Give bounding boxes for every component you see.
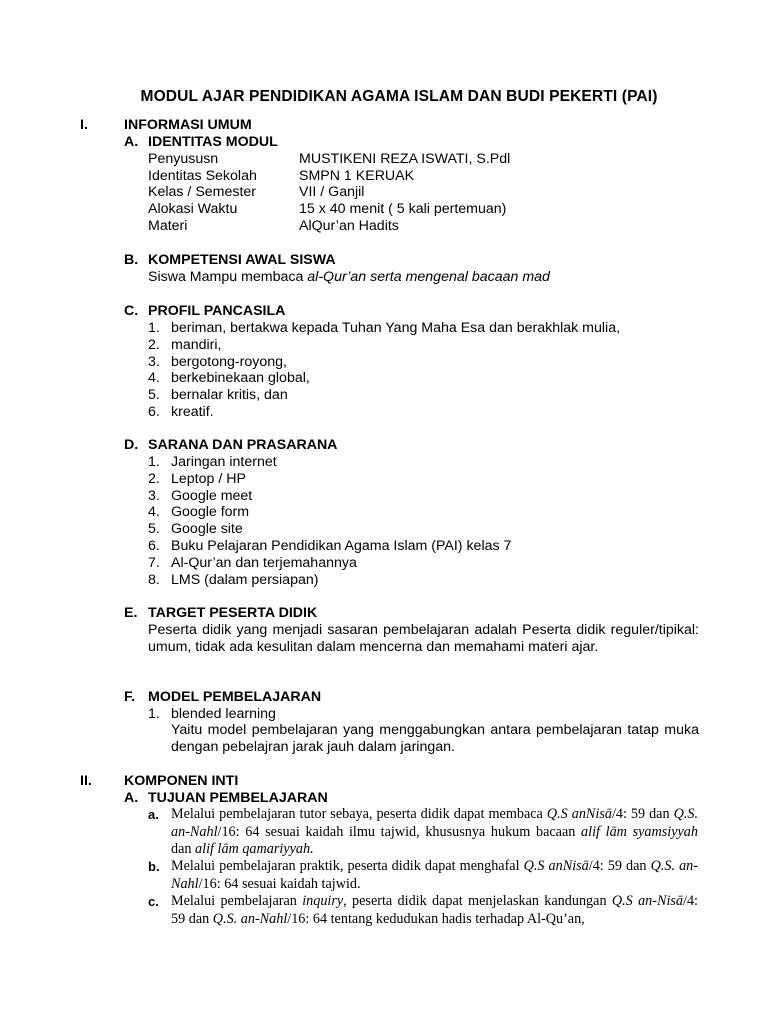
list-text: Google site <box>171 521 243 538</box>
identity-key: Kelas / Semester <box>148 184 257 200</box>
objective-text <box>171 806 698 859</box>
list-item <box>148 320 620 337</box>
list-number: 3. <box>148 353 160 370</box>
list-number: 1. <box>148 706 160 722</box>
surah-reference: Q.S. an-Nahl <box>171 806 699 840</box>
subsection-heading: TARGET PESERTA DIDIK <box>148 605 318 621</box>
section-heading: INFORMASI UMUM <box>124 117 252 133</box>
list-item <box>148 404 214 421</box>
objective-text-part: /4: 59 dan <box>171 893 698 927</box>
section-number: II. <box>80 773 92 789</box>
list-item <box>148 471 246 488</box>
list-text: Al-Qur’an dan terjemahannya <box>171 554 357 571</box>
identity-key: Materi <box>148 218 188 234</box>
list-text: blended learning <box>171 706 276 722</box>
objective-text-part: /16: 64 tentang kedudukan hadis terhadap Al-Qu’an, <box>287 910 585 927</box>
identity-value: MUSTIKENI REZA ISWATI, S.Pdl <box>299 151 511 167</box>
list-text: Leptop / HP <box>171 470 246 487</box>
kompetensi-text-italic: al-Qur’an serta mengenal bacaan mad <box>307 269 550 285</box>
objective-text-part: dan <box>171 841 196 858</box>
subsection-letter: F. <box>124 689 136 705</box>
subsection-profil <box>124 303 285 320</box>
method-term: inquiry <box>302 893 344 909</box>
objective-text <box>171 893 698 928</box>
subsection-heading: KOMPETENSI AWAL SISWA <box>148 252 336 268</box>
identity-key: Penyususn <box>148 151 219 167</box>
section-number: I. <box>80 117 88 133</box>
list-text: kreatif. <box>171 404 214 420</box>
subsection-letter: E. <box>124 605 138 621</box>
list-item <box>148 354 287 371</box>
list-text: bergotong-royong, <box>171 353 287 370</box>
list-number: 1. <box>148 320 160 336</box>
list-item <box>148 572 318 589</box>
kompetensi-text <box>148 269 699 286</box>
list-text: LMS (dalam persiapan) <box>171 571 319 588</box>
list-number: 3. <box>148 487 160 504</box>
list-text: Google meet <box>171 487 253 504</box>
surah-reference: Q.S anNisā <box>523 858 589 874</box>
target-text: Peserta didik yang menjadi sasaran pembelajaran adalah Peserta didik reguler/tipikal: umum, tidak ada kesulitan dalam mencerna dan memahami materi ajar. <box>148 622 699 655</box>
list-number: 8. <box>148 571 160 588</box>
subsection-heading: MODEL PEMBELAJARAN <box>148 689 322 705</box>
subsection-kompetensi <box>124 252 336 269</box>
identity-key: Alokasi Waktu <box>148 201 238 217</box>
identity-value: VII / Ganjil <box>299 184 365 200</box>
surah-reference: Q.S anNisā <box>546 806 612 822</box>
objective-text <box>171 858 698 893</box>
tajwid-term: alif lām qamariyyah. <box>195 841 314 858</box>
list-number: 2. <box>148 336 160 353</box>
objective-marker: b. <box>148 859 160 874</box>
list-text: Buku Pelajaran Pendidikan Agama Islam (PAI) kelas 7 <box>171 538 512 554</box>
list-item <box>148 521 243 538</box>
list-number: 1. <box>148 454 160 470</box>
subsection-identitas <box>124 134 278 151</box>
identity-value: SMPN 1 KERUAK <box>299 168 415 184</box>
list-text: Google form <box>171 504 250 521</box>
surah-reference: Q.S. an-Nahl <box>171 858 698 892</box>
identity-value: AlQur’an Hadits <box>299 218 399 234</box>
objective-marker: c. <box>148 894 159 909</box>
list-item <box>148 538 511 555</box>
objective-text-part: /16: 64 sesuai kaidah ilmu tajwid, khususnya hukum bacaan <box>217 823 582 840</box>
model-description: Yaitu model pembelajaran yang menggabungkan antara pembelajaran tatap muka dengan pebelajran jarak jauh dalam jaringan. <box>171 722 699 755</box>
list-item <box>148 454 277 471</box>
subsection-model <box>124 689 321 706</box>
subsection-letter: A. <box>124 790 139 806</box>
list-text: Jaringan internet <box>171 454 277 470</box>
list-item <box>148 370 310 387</box>
list-item <box>148 555 357 572</box>
objective-text-part: , peserta didik dapat menjelaskan kandungan <box>343 893 612 909</box>
kompetensi-text-plain: Siswa Mampu membaca <box>148 269 308 285</box>
list-number: 5. <box>148 387 160 404</box>
list-text: mandiri, <box>171 336 222 353</box>
objective-text-part: Melalui pembelajaran praktik, peserta didik dapat menghafal <box>171 858 524 874</box>
list-number: 6. <box>148 538 160 554</box>
page-title: MODUL AJAR PENDIDIKAN AGAMA ISLAM DAN BUDI PEKERTI (PAI) <box>140 88 658 105</box>
objective-text-part: Melalui pembelajaran <box>171 893 303 909</box>
list-number: 7. <box>148 554 160 571</box>
list-number: 4. <box>148 504 160 521</box>
objective-text-part: /4: 59 dan <box>588 858 651 874</box>
list-number: 6. <box>148 404 160 420</box>
surah-reference: Q.S an-Nisā <box>611 893 683 909</box>
surah-reference: Q.S. an-Nahl <box>212 910 288 927</box>
subsection-letter: C. <box>124 303 139 319</box>
subsection-heading: IDENTITAS MODUL <box>148 134 278 150</box>
list-text: bernalar kritis, dan <box>171 387 288 404</box>
subsection-heading: SARANA DAN PRASARANA <box>148 437 338 453</box>
tajwid-term: alif lām syamsiyyah <box>581 823 698 840</box>
objective-text-part: Melalui pembelajaran tutor sebaya, peserta didik dapat membaca <box>171 806 547 822</box>
list-item <box>148 337 221 354</box>
list-number: 4. <box>148 370 160 387</box>
subsection-letter: A. <box>124 134 139 150</box>
model-item <box>148 706 276 723</box>
identity-value: 15 x 40 menit ( 5 kali pertemuan) <box>299 201 507 217</box>
subsection-letter: D. <box>124 437 139 453</box>
subsection-heading: PROFIL PANCASILA <box>148 303 286 319</box>
objective-marker: a. <box>148 807 159 822</box>
list-text: berkebinekaan global, <box>171 370 310 387</box>
identity-key: Identitas Sekolah <box>148 168 257 184</box>
objective-text-part: /16: 64 sesuai kaidah tajwid. <box>198 875 361 892</box>
list-item <box>148 387 288 404</box>
list-text: beriman, bertakwa kepada Tuhan Yang Maha Esa dan berakhlak mulia, <box>171 320 621 336</box>
list-number: 2. <box>148 470 160 487</box>
section-heading: KOMPONEN INTI <box>124 773 239 789</box>
subsection-sarana <box>124 437 337 454</box>
subsection-letter: B. <box>124 252 139 268</box>
subsection-tujuan <box>124 790 328 807</box>
list-number: 5. <box>148 521 160 538</box>
subsection-target <box>124 605 317 622</box>
objective-text-part: /4: 59 dan <box>611 806 674 822</box>
subsection-heading: TUJUAN PEMBELAJARAN <box>148 790 328 806</box>
list-item <box>148 504 249 521</box>
list-item <box>148 488 252 505</box>
